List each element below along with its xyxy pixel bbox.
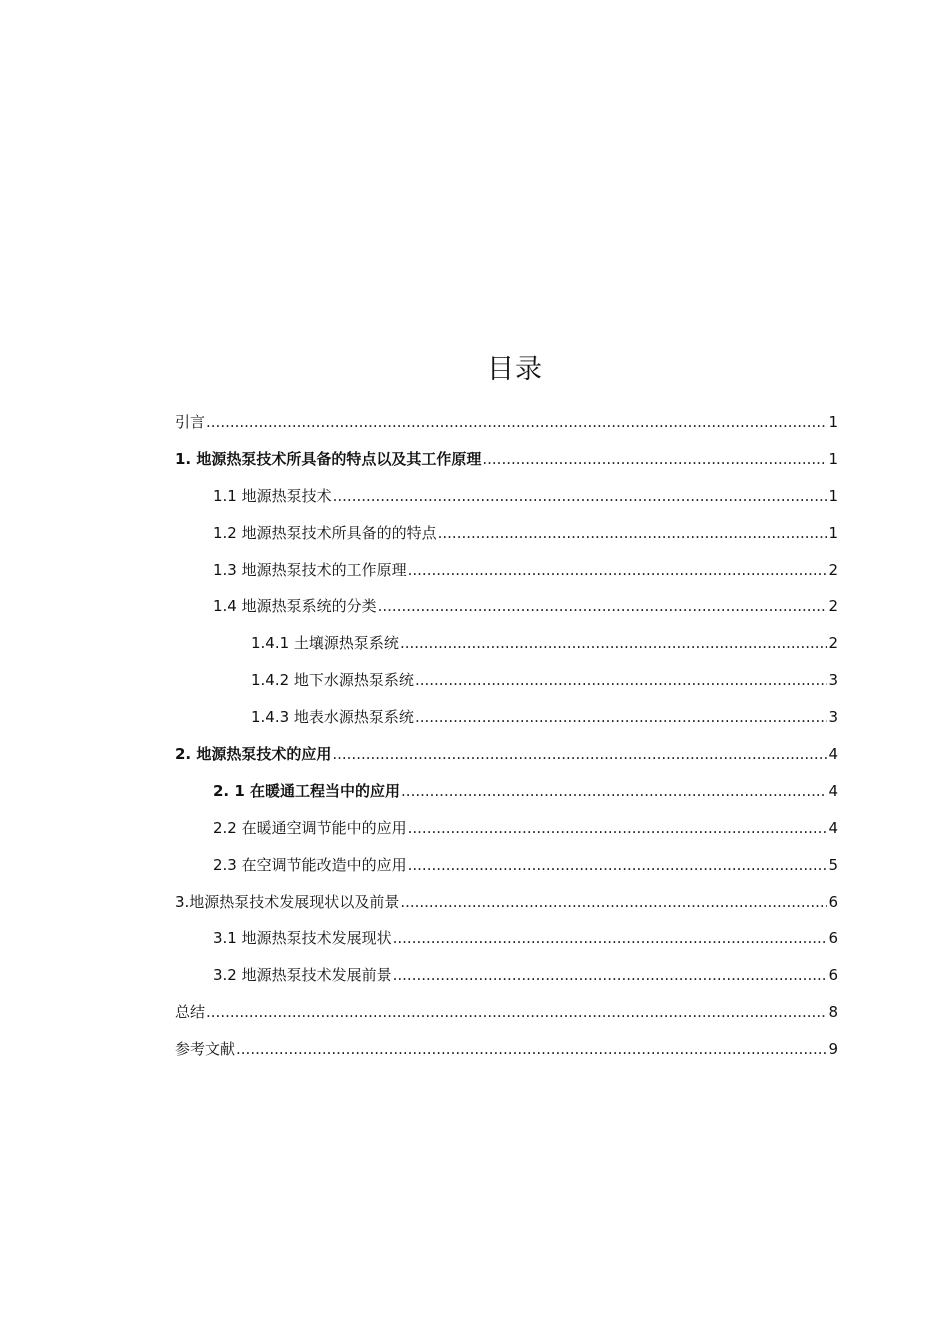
- toc-entry-label: 总结: [175, 1003, 206, 1022]
- toc-entry-page-number: 3: [828, 708, 838, 727]
- toc-entry-page-number: 6: [828, 929, 838, 948]
- toc-entry-label: 3.1 地源热泵技术发展现状: [213, 929, 392, 948]
- toc-dot-leader: [236, 1031, 827, 1068]
- toc-entry-page-number: 1: [828, 449, 838, 468]
- toc-dot-leader: [415, 699, 827, 736]
- toc-dot-leader: [400, 625, 827, 662]
- toc-dot-leader: [378, 588, 827, 625]
- toc-entry-label: 2.2 在暖通空调节能中的应用: [213, 818, 407, 837]
- toc-dot-leader: [332, 736, 827, 773]
- toc-entry-page-number: 2: [828, 597, 838, 616]
- toc-entry[interactable]: [175, 957, 838, 994]
- toc-dot-leader: [393, 957, 827, 994]
- toc-entry[interactable]: [175, 994, 838, 1031]
- toc-entry[interactable]: [175, 699, 838, 736]
- toc-dot-leader: [206, 994, 827, 1031]
- toc-entry-label: 1.3 地源热泵技术的工作原理: [213, 560, 407, 579]
- toc-entry[interactable]: [175, 552, 838, 589]
- toc-entry-label: 引言: [175, 413, 206, 431]
- toc-entry[interactable]: [175, 920, 838, 957]
- toc-entry-page-number: 1: [828, 523, 838, 542]
- toc-entry-label: 1.1 地源热泵技术: [213, 486, 332, 505]
- toc-entry[interactable]: [175, 404, 838, 441]
- toc-dot-leader: [408, 847, 827, 884]
- toc-entry-page-number: 1: [828, 413, 838, 431]
- toc-dot-leader: [482, 441, 827, 478]
- toc-entry-page-number: 6: [828, 966, 838, 985]
- toc-dot-leader: [408, 810, 827, 847]
- toc-dot-leader: [438, 515, 827, 552]
- toc-entry[interactable]: [175, 441, 838, 478]
- toc-entry-label: 1.4 地源热泵系统的分类: [213, 597, 377, 616]
- toc-title: 目录: [487, 354, 543, 385]
- toc-entry-page-number: 4: [828, 745, 838, 764]
- toc-entry-page-number: 2: [828, 634, 838, 653]
- toc-entry[interactable]: [175, 478, 838, 515]
- toc-entry[interactable]: [175, 625, 838, 662]
- toc-entry[interactable]: [175, 884, 838, 921]
- toc-entry[interactable]: [175, 1031, 838, 1068]
- toc-dot-leader: [206, 404, 827, 441]
- toc-dot-leader: [401, 773, 827, 810]
- toc-entry-page-number: 6: [828, 892, 838, 911]
- toc-entry-page-number: 1: [828, 486, 838, 505]
- toc-entry-page-number: 3: [828, 671, 838, 690]
- toc-entry-page-number: 2: [828, 560, 838, 579]
- toc-entry-label: 1.2 地源热泵技术所具备的的特点: [213, 523, 437, 542]
- toc-entry-page-number: 9: [828, 1040, 838, 1059]
- toc-entry[interactable]: [175, 847, 838, 884]
- toc-dot-leader: [393, 920, 827, 957]
- toc-dot-leader: [408, 552, 827, 589]
- toc-entry-label: 参考文献: [175, 1040, 236, 1059]
- toc-entry[interactable]: [175, 588, 838, 625]
- toc-entry-page-number: 8: [828, 1003, 838, 1022]
- toc-entry-label: 1.4.2 地下水源热泵系统: [251, 671, 414, 690]
- toc-entry-label: 2. 1 在暖通工程当中的应用: [213, 781, 401, 800]
- toc-entry-page-number: 4: [828, 781, 838, 800]
- toc-dot-leader: [415, 662, 827, 699]
- toc-entry[interactable]: [175, 810, 838, 847]
- toc-entry-page-number: 4: [828, 818, 838, 837]
- toc-entry-label: 2.3 在空调节能改造中的应用: [213, 855, 407, 874]
- toc-entry-label: 3.2 地源热泵技术发展前景: [213, 966, 392, 985]
- toc-entry-label: 1.4.3 地表水源热泵系统: [251, 708, 414, 727]
- toc-entry-page-number: 5: [828, 855, 838, 874]
- toc-dot-leader: [333, 478, 827, 515]
- toc-entry-label: 2. 地源热泵技术的应用: [175, 745, 332, 764]
- toc-dot-leader: [400, 884, 827, 921]
- toc-entry[interactable]: [175, 773, 838, 810]
- toc-entry[interactable]: [175, 662, 838, 699]
- toc-entry-label: 1. 地源热泵技术所具备的特点以及其工作原理: [175, 449, 482, 468]
- toc-entry-label: 3.地源热泵技术发展现状以及前景: [175, 892, 400, 911]
- table-of-contents: [175, 404, 838, 1068]
- toc-entry[interactable]: [175, 736, 838, 773]
- toc-entry-label: 1.4.1 土壤源热泵系统: [251, 634, 399, 653]
- toc-entry[interactable]: [175, 515, 838, 552]
